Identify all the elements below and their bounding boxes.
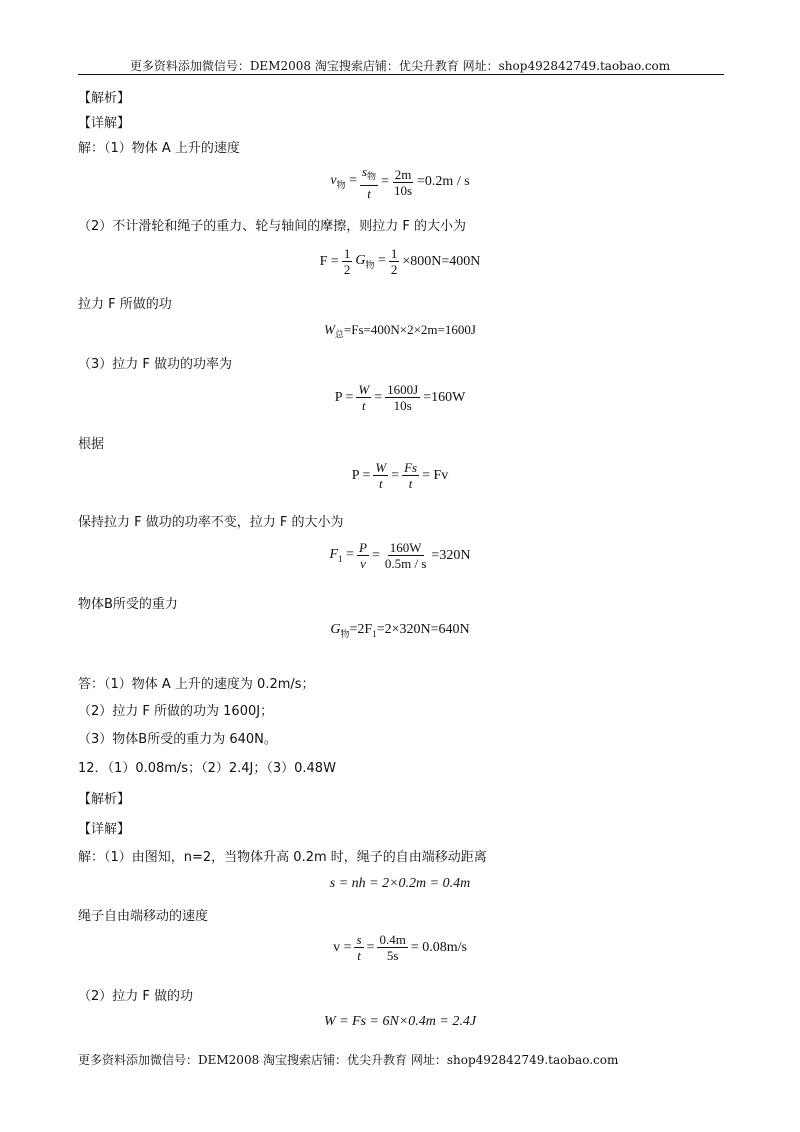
section-analysis: 【解析】 xyxy=(78,91,131,106)
work-label: 拉力 F 所做的功 xyxy=(78,297,172,312)
equation-velocity-a: $v_物$ = $\frac{s_物}{t}$ = $\frac{2m}{10s}$ =0.2m / s xyxy=(330,164,470,201)
equation-force-f1: $F_1$ = $\frac{P}{v}$ = $\frac{160W}{0.5m / s}$ =320N xyxy=(329,540,471,571)
q1-text: 解：（1）物体 A 上升的速度 xyxy=(78,141,240,156)
answer-1: 答：（1）物体 A 上升的速度为 0.2m/s； xyxy=(78,677,315,692)
equation-power: P = $\frac{W}{t}$ = $\frac{1600J}{10s}$ =160W xyxy=(334,382,466,413)
page-header: 更多资料添加微信号：DEM2008 淘宝搜索店铺：优尖升教育 网址：shop492842749.taobao.com xyxy=(129,59,671,73)
according-label: 根据 xyxy=(78,437,105,452)
section-detail: 【详解】 xyxy=(78,116,131,131)
keep-power-text: 保持拉力 F 做功的功率不变，拉力 F 的大小为 xyxy=(78,515,344,530)
q2-text: （2）不计滑轮和绳子的重力、轮与轴间的摩擦，则拉力 F 的大小为 xyxy=(78,219,467,234)
equation-gravity-b: $G_物=2F_1=2\times 320N=640N$ xyxy=(330,622,470,639)
equation-work: $W_总=Fs=400N\times 2\times 2m=1600J$ xyxy=(324,322,476,340)
section-detail-2: 【详解】 xyxy=(78,822,131,837)
section-analysis-2: 【解析】 xyxy=(78,792,131,807)
rope-speed-label: 绳子自由端移动的速度 xyxy=(78,909,209,924)
gravity-b-label: 物体B所受的重力 xyxy=(78,597,178,612)
page-footer: 更多资料添加微信号：DEM2008 淘宝搜索店铺：优尖升教育 网址：shop492842749.taobao.com xyxy=(78,1053,619,1067)
equation-work-2: W = Fs = 6N×0.4m = 2.4J xyxy=(323,1014,477,1029)
equation-rope-distance: s = nh = 2×0.2m = 0.4m xyxy=(329,876,471,891)
p12-q2-text: （2）拉力 F 做的功 xyxy=(78,989,194,1004)
p12-q1-text: 解：（1）由图知，n=2，当物体升高 0.2m 时，绳子的自由端移动距离 xyxy=(78,850,487,865)
header-divider xyxy=(78,74,724,75)
answer-3: （3）物体B所受的重力为 640N。 xyxy=(78,732,277,747)
problem-12-answers: 12．（1）0.08m/s；（2）2.4J；（3）0.48W xyxy=(78,761,336,776)
q3-text: （3）拉力 F 做功的功率为 xyxy=(78,357,233,372)
equation-force: F = $\frac{1}{2}$ $G_物$ = $\frac{1}{2}$ ×800N=400N xyxy=(319,246,481,277)
equation-power-relation: P = $\frac{W}{t}$ = $\frac{Fs}{t}$ = Fv xyxy=(351,460,449,491)
answer-2: （2）拉力 F 所做的功为 1600J； xyxy=(78,704,274,719)
equation-rope-speed: v = $\frac{s}{t}$ = $\frac{0.4m}{5s}$ = 0.08m/s xyxy=(333,932,467,963)
